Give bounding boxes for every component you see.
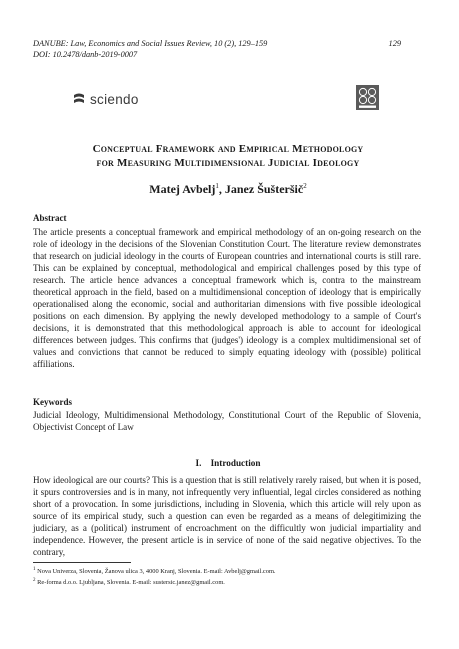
footnote-2-text: Re-forma d.o.o. Ljubljana, Slovenia. E-mail: sustersic.janez@gmail.com. <box>35 579 225 587</box>
author-separator: , <box>218 182 225 196</box>
footnote-2-mark: 2 <box>33 578 36 584</box>
footnote-separator <box>33 562 131 563</box>
title-line-1: Conceptual Framework and Empirical Methodology <box>92 143 364 155</box>
sciendo-logo-text: sciendo <box>90 91 139 107</box>
keywords-text: Judicial Ideology, Multidimensional Methodology, Constitutional Court of the Republic of Slovenia, Objectivist Concept of Law <box>33 410 421 432</box>
footnote-1-mark: 1 <box>33 567 36 572</box>
article-title <box>33 142 423 170</box>
author-line <box>33 182 423 197</box>
open-access-badge <box>356 85 379 110</box>
footnotes <box>33 565 421 587</box>
abstract-text: The article presents a conceptual framework and empirical methodology of an on-going research on the role of ideology in the decisions of the Slovenian Constitution Court. The literature review demonstrates that research on judicial ideology in the courts of European countries and international courts is still rare. This can be explained by conceptual, methodological and empirical challenges posed by this type of research. The article hence advances a conceptual framework which is, contra to the mainstream theoretical approach in the field, based on a multidimensional conception of ideology that is empirically operationalised along the economic, social and authoritarian dimensions with five possible ideological positions on each dimension. By applying the newly developed methodology to a sample of Court's decisions, it is demonstrated that this methodological approach is able to account for ideological differences between judges. This confirms that (judges') ideology is a complex multidimensional set of values and convictions that cannot be reduced to simply equating ideology with (possible) political affiliations. <box>33 227 421 369</box>
sciendo-logo-icon <box>73 92 85 106</box>
sciendo-logo <box>73 89 139 109</box>
title-line-2: for Measuring Multidimensional Judicial Ideology <box>96 157 360 169</box>
author-1-name: Matej Avbelj <box>149 182 216 196</box>
doi: DOI: 10.2478/danb-2019-0007 <box>33 50 138 59</box>
introduction-heading: I. Introduction <box>195 458 261 468</box>
introduction-text: How ideological are our courts? This is a question that is still relatively rarely raised, but when it is posed, it spurs controversies and is in many, not infrequently very influential, legal circles considered as nothing short of a provocation. In some jurisdictions, including in Slovenia, which this article will rely upon as source of its empirical study, such a question can even be regarded as a means of delegitimizing the judiciary, as a (political) instrument of encroachment on the difficultly won judicial impartiality and independence. However, the present article is in service of none of the said negative objectives. To the contrary, <box>33 475 421 557</box>
author-2-footnote-mark: 2 <box>303 182 307 190</box>
footnote-1 <box>33 565 421 576</box>
journal-citation: DANUBE: Law, Economics and Social Issues Review, 10 (2), 129–159 <box>33 39 268 48</box>
author-2-name: Janez Šušteršič <box>224 182 304 196</box>
abstract-heading: Abstract <box>33 213 67 223</box>
creative-commons-icon <box>356 85 379 110</box>
keywords-heading: Keywords <box>33 397 72 407</box>
footnote-2 <box>33 576 421 587</box>
author-1-footnote-mark: 1 <box>215 182 219 190</box>
running-head <box>33 38 401 60</box>
footnote-1-text: Nova Univerza, Slovenia, Žanova ulica 3, 4000 Kranj, Slovenia. E-mail: Avbelj@gmail.com. <box>35 568 276 576</box>
page-number: 129 <box>388 39 401 48</box>
